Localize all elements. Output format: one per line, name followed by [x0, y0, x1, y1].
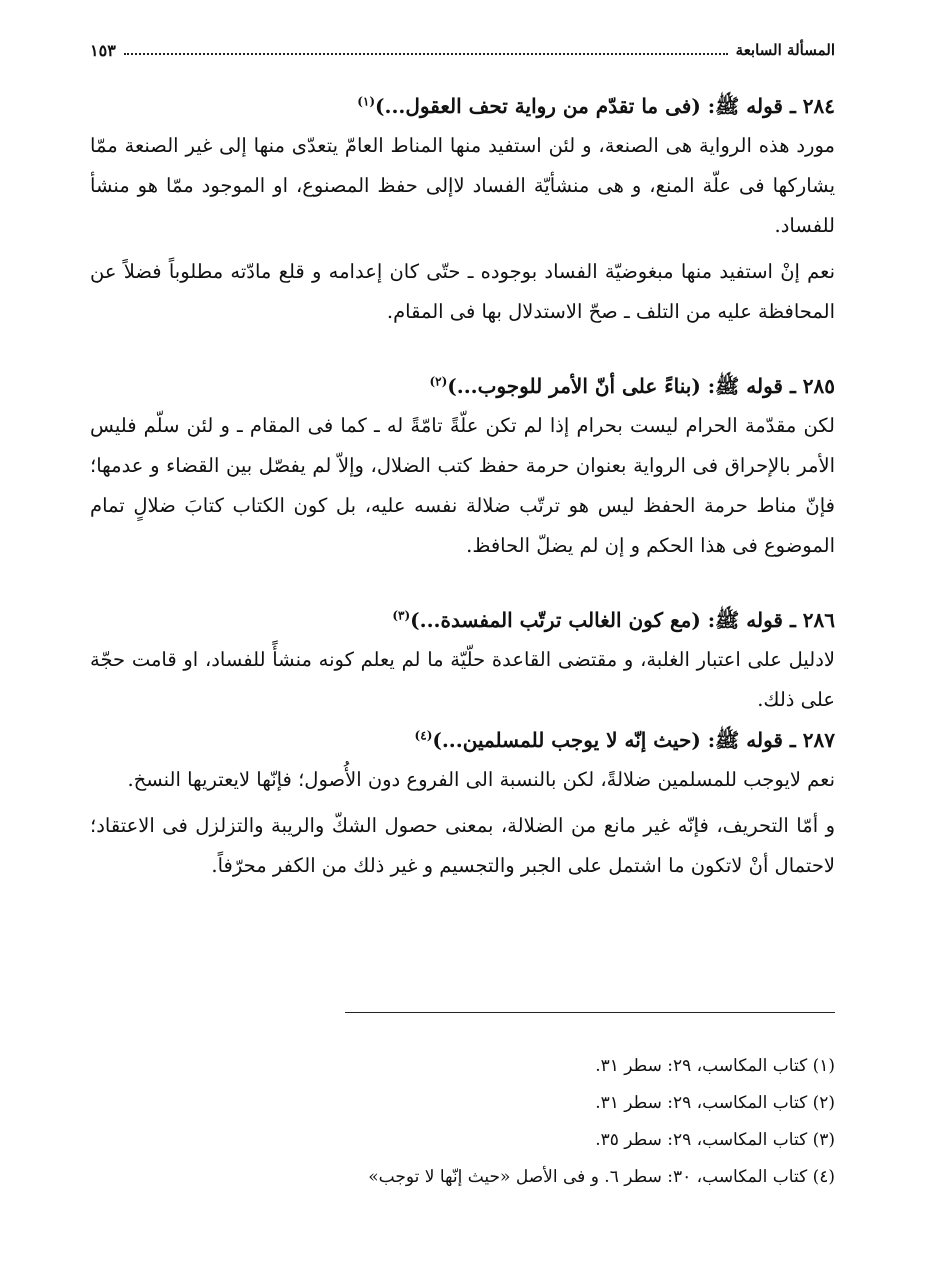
footnote-ref-1: (١): [357, 94, 376, 109]
section-heading-284: ٢٨٤ ـ قوله ﷺ: (فى ما تقدّم من رواية تحف العقول...)$^{(١)}$: [357, 94, 835, 118]
running-header: [90, 38, 835, 62]
footnotes: [90, 1048, 835, 1196]
page-number: ١٥٣: [90, 40, 116, 60]
section-heading-286: ٢٨٦ ـ قوله ﷺ: (مع كون الغالب ترتّب المفسدة...)$^{(٣)}$: [392, 608, 835, 632]
footnote-1: (١) كتاب المكاسب، ٢٩: سطر ٣١.: [595, 1056, 835, 1076]
section-heading-287: ٢٨٧ ـ قوله ﷺ: (حيث إنّه لا يوجب للمسلمين...)$^{(٤)}$: [414, 728, 835, 752]
footnote-3: (٣) كتاب المكاسب، ٢٩: سطر ٣٥.: [595, 1130, 835, 1150]
footnote-ref-3: (٣): [392, 608, 411, 623]
footnote-ref-2: (٢): [429, 374, 448, 389]
section-heading-285: ٢٨٥ ـ قوله ﷺ: (بناءً على أنّ الأمر للوجوب...)$^{(٢)}$: [429, 374, 835, 398]
footnote-2: (٢) كتاب المكاسب، ٢٩: سطر ٣١.: [595, 1093, 835, 1113]
paragraph: لكن مقدّمة الحرام ليست بحرام إذا لم تكن علّةً تامّةً له ـ كما فى المقام ـ و لئن سلّم فليس الأمر بالإحراق فى الرواية بعنوان حرمة حفظ كتب الضلال، وإلاّ لم يفصّل بين القضاء و عدمها؛ فإنّ مناط حرمة الحفظ ليس هو ترتّب ضلالة نفسه عليه، بل كون الكتاب كتابَ ضلالٍ تمام الموضوع فى هذا الحكم و إن لم يضلّ الحافظ.: [90, 414, 835, 557]
footnote-divider: [345, 1012, 835, 1013]
chapter-title: المسألة السابعة: [735, 41, 835, 59]
footnote-4: (٤) كتاب المكاسب، ٣٠: سطر ٦. و فى الأصل «حيث إنّها لا توجب»: [368, 1167, 835, 1187]
paragraph: مورد هذه الرواية هى الصنعة، و لئن استفيد منها المناط العامّ يتعدّى منها إلى غير الصنعة ممّا يشاركها فى علّة المنع، و هى منشأيّة الفساد لاإلى حفظ المصنوع، او الموجود ممّا هو منشأ للفساد.: [90, 134, 835, 237]
footnote-ref-4: (٤): [414, 728, 433, 743]
paragraph: و أمّا التحريف، فإنّه غير مانع من الضلالة، بمعنى حصول الشكّ والريبة والتزلزل فى الاعتقاد؛ لاحتمال أنْ لاتكون ما اشتمل على الجبر والتجسيم و غير ذلك من الكفر محرّفاً.: [90, 814, 835, 877]
header-dot-leader: [124, 53, 728, 55]
book-page: [90, 30, 835, 1250]
paragraph: نعم إنْ استفيد منها مبغوضيّة الفساد بوجوده ـ حتّى كان إعدامه و قلع مادّته مطلوباً فضلاً عن المحافظة عليه من التلف ـ صحّ الاستدلال بها فى المقام.: [90, 260, 835, 323]
paragraph: لادليل على اعتبار الغلبة، و مقتضى القاعدة حلّيّة ما لم يعلم كونه منشأً للفساد، او قامت حجّة على ذلك.: [90, 648, 835, 711]
page-body: [90, 86, 835, 886]
paragraph: نعم لايوجب للمسلمين ضلالةً، لكن بالنسبة الى الفروع دون الأُصول؛ فإنّها لايعتريها النسخ.: [127, 768, 835, 791]
